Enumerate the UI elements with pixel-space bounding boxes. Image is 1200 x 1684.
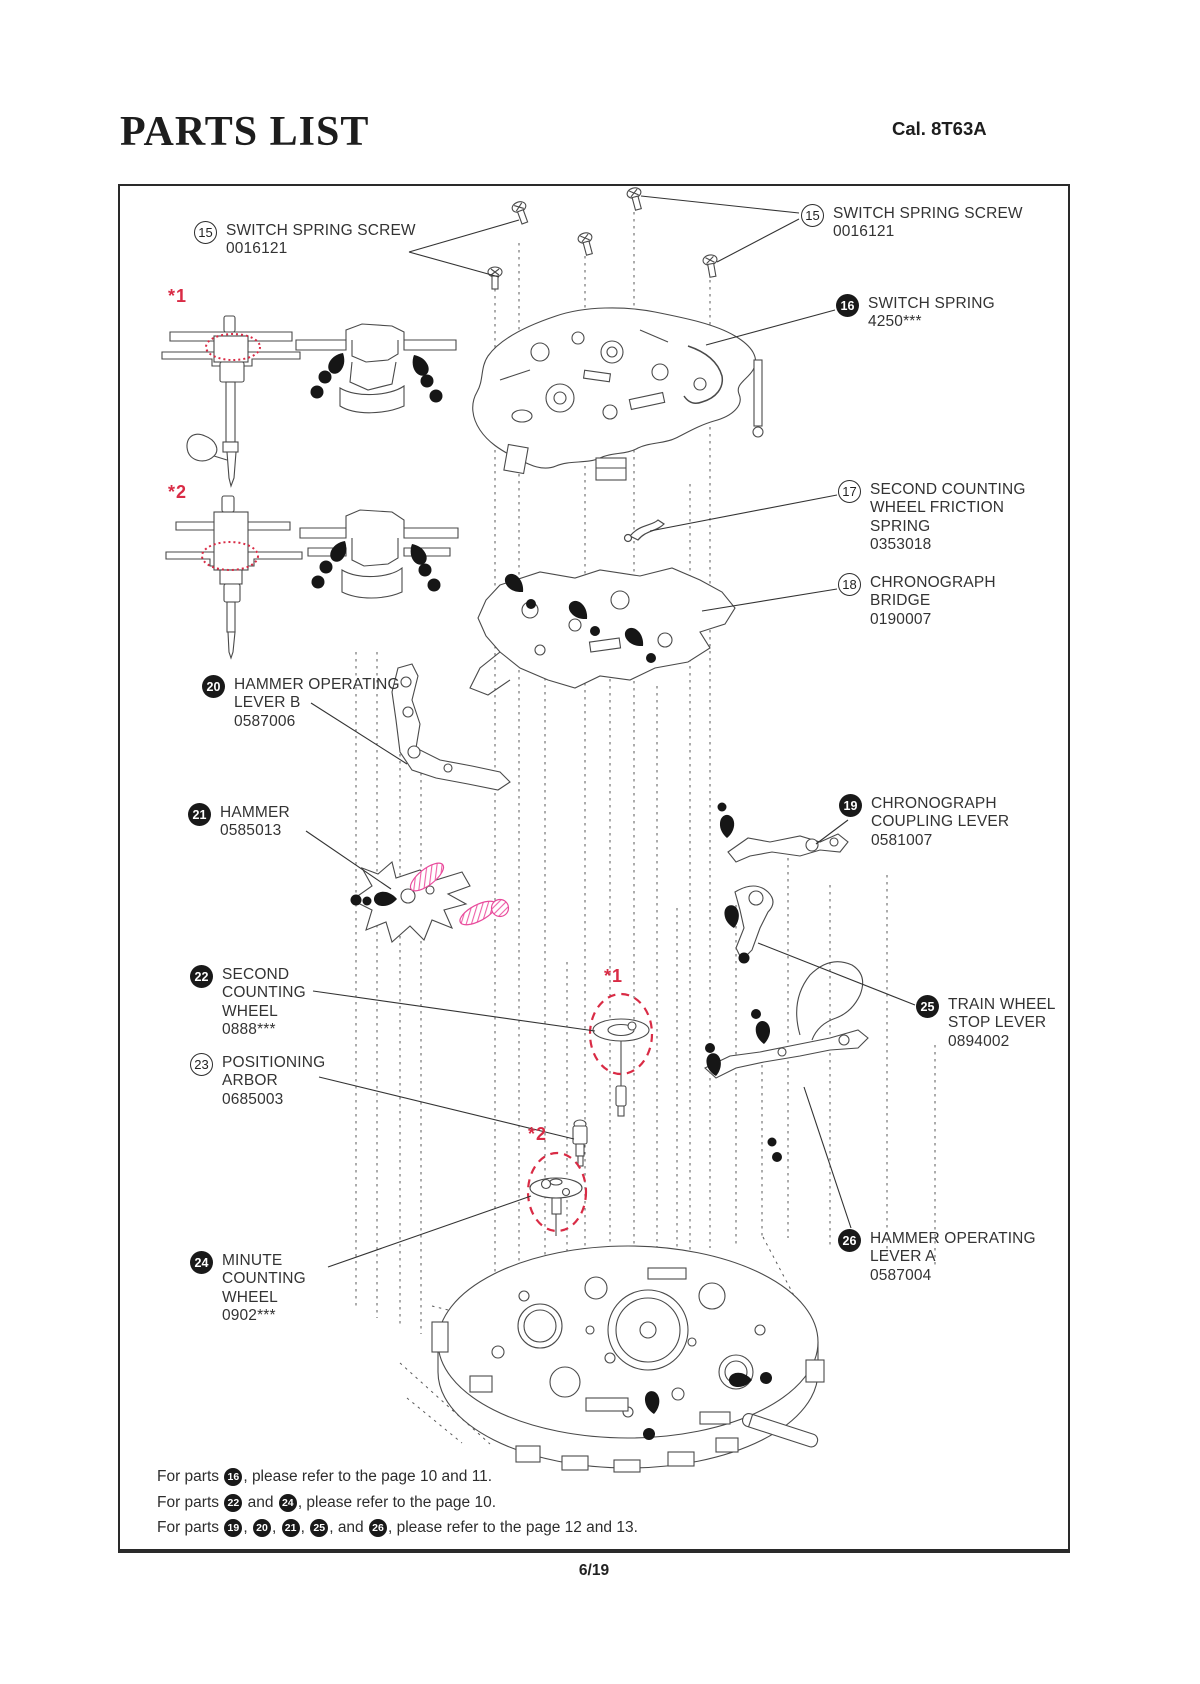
switch-spring-plate-drawing <box>473 308 763 480</box>
note-part-badge: 16 <box>224 1468 242 1486</box>
part-name-and-code: CHRONOGRAPH BRIDGE 0190007 <box>870 574 996 628</box>
part-label-25 <box>916 995 1056 1051</box>
part-label-19 <box>839 794 1009 850</box>
hammer-drawing <box>351 858 509 942</box>
note-line <box>157 1494 638 1512</box>
part-name-and-code: HAMMER OPERATING LEVER A 0587004 <box>870 1230 1036 1284</box>
part-number-badge: 26 <box>838 1229 861 1252</box>
lube-detail-2-section <box>300 510 458 598</box>
part-label-26 <box>838 1229 1036 1285</box>
note-text: For parts <box>157 1519 224 1536</box>
train-wheel-stop-lever-drawing <box>723 886 773 964</box>
part-label-18 <box>838 573 996 629</box>
calibre-label: Cal. 8T63A <box>892 118 987 139</box>
part-number-badge: 15 <box>194 221 217 244</box>
note-text: , <box>300 1519 310 1536</box>
part-name-and-code: SECOND COUNTING WHEEL FRICTION SPRING 0353018 <box>870 481 1026 554</box>
asterisk-marker: *1 <box>604 966 624 986</box>
page-title: PARTS LIST <box>120 109 370 155</box>
hammer-operating-lever-b-drawing <box>392 664 510 790</box>
part-name-and-code: POSITIONING ARBOR 0685003 <box>222 1054 326 1108</box>
note-line <box>157 1468 638 1486</box>
switch-spring-screws <box>488 186 720 289</box>
part-name-and-code: MINUTE COUNTING WHEEL 0902*** <box>222 1252 306 1325</box>
note-part-badge: 25 <box>310 1519 328 1537</box>
lube-detail-1-wheel <box>162 316 300 486</box>
part-name-and-code: SWITCH SPRING SCREW 0016121 <box>226 222 416 258</box>
part-name-and-code: HAMMER OPERATING LEVER B 0587006 <box>234 676 400 730</box>
coupling-lever-drawing <box>718 803 849 863</box>
part-number-badge: 21 <box>188 803 211 826</box>
note-part-badge: 24 <box>279 1494 297 1512</box>
asterisk-marker: *2 <box>168 482 188 502</box>
part-number-badge: 23 <box>190 1053 213 1076</box>
note-text: For parts <box>157 1468 224 1485</box>
asterisk-marker: *1 <box>168 286 188 306</box>
part-label-16 <box>836 294 995 332</box>
note-part-badge: 19 <box>224 1519 242 1537</box>
note-text: , please refer to the page 10. <box>297 1493 497 1511</box>
part-label-15 <box>194 221 416 259</box>
part-label-20 <box>202 675 400 731</box>
note-text: , and <box>329 1519 368 1536</box>
part-label-17 <box>838 480 1026 555</box>
lube-detail-2-wheel <box>166 496 302 658</box>
note-text: , <box>243 1519 252 1536</box>
minute-counting-wheel-drawing <box>530 1178 582 1236</box>
part-label-24 <box>190 1251 306 1326</box>
part-number-badge: 19 <box>839 794 862 817</box>
asterisk-marker: *2 <box>528 1124 548 1144</box>
note-part-badge: 21 <box>282 1519 300 1537</box>
part-number-badge: 24 <box>190 1251 213 1274</box>
part-name-and-code: CHRONOGRAPH COUPLING LEVER 0581007 <box>871 795 1010 849</box>
part-name-and-code: HAMMER 0585013 <box>220 804 290 840</box>
friction-spring-drawing <box>625 520 665 542</box>
part-number-badge: 17 <box>838 480 861 503</box>
part-name-and-code: SECOND COUNTING WHEEL 0888*** <box>222 966 306 1039</box>
part-number-badge: 20 <box>202 675 225 698</box>
main-plate-drawing <box>432 1246 824 1472</box>
note-text: , <box>271 1519 281 1536</box>
part-label-21 <box>188 803 290 841</box>
part-number-badge: 22 <box>190 965 213 988</box>
note-part-badge: 26 <box>369 1519 387 1537</box>
part-number-badge: 18 <box>838 573 861 596</box>
chronograph-bridge-drawing <box>470 568 735 695</box>
part-label-22 <box>190 965 306 1040</box>
footnotes <box>157 1468 638 1545</box>
part-name-and-code: SWITCH SPRING SCREW 0016121 <box>833 205 1023 241</box>
note-text: For parts <box>157 1493 224 1511</box>
note-part-badge: 20 <box>253 1519 271 1537</box>
part-label-23 <box>190 1053 325 1109</box>
part-number-badge: 16 <box>836 294 859 317</box>
part-number-badge: 25 <box>916 995 939 1018</box>
page-number: 6/19 <box>578 1562 610 1579</box>
second-counting-wheel-drawing <box>593 1019 649 1116</box>
part-name-and-code: TRAIN WHEEL STOP LEVER 0894002 <box>948 996 1056 1050</box>
note-text: , please refer to the page 10 and 11. <box>243 1468 493 1485</box>
part-number-badge: 15 <box>801 204 824 227</box>
part-label-15 <box>801 204 1023 242</box>
part-name-and-code: SWITCH SPRING 4250*** <box>868 295 995 331</box>
note-line <box>157 1519 638 1537</box>
note-part-badge: 22 <box>224 1494 242 1512</box>
exploded-diagram <box>118 184 1070 1553</box>
note-text: , please refer to the page 12 and 13. <box>387 1519 638 1536</box>
lube-detail-1-section <box>296 324 456 413</box>
note-text: and <box>243 1493 278 1511</box>
hammer-operating-lever-a-drawing <box>705 962 868 1162</box>
